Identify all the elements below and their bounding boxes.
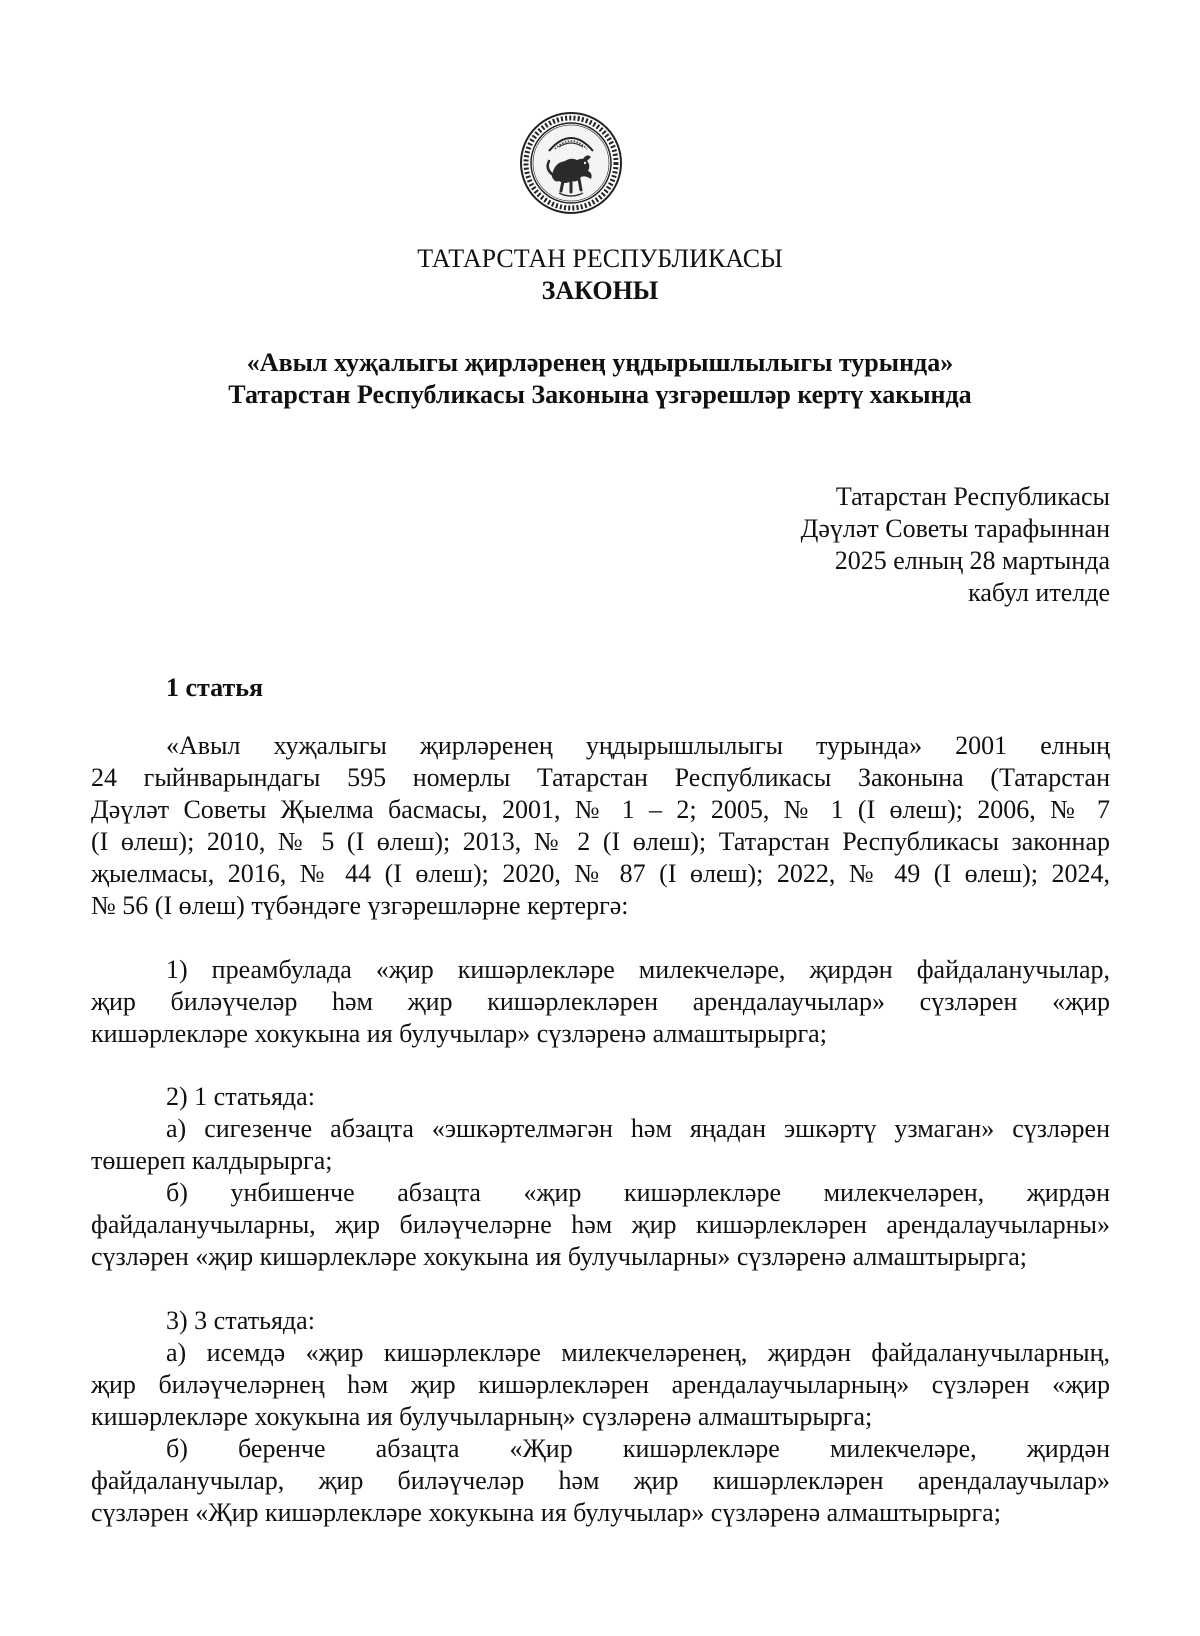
text-line: 24 гыйнварындагы 595 номерлы Татарстан Республикасы Законына (Татарстан [91, 763, 1110, 792]
text-line: а) исемдә «җир кишәрлекләре милекчеләренең, җирдән файдаланучыларның, [166, 1338, 1110, 1367]
paragraph-item-1 [91, 954, 1110, 1050]
doc-type-heading: ЗАКОНЫ [541, 276, 659, 305]
text-line: б) унбишенче абзацта «җир кишәрлекләре милекчеләрен, җирдән [166, 1178, 1110, 1207]
text-line: җыелмасы, 2016, № 44 (I өлеш); 2020, № 87 (I өлеш); 2022, № 49 (I өлеш); 2024, [91, 859, 1110, 888]
paragraph-item-3 [91, 1305, 1110, 1529]
adoption-line: 2025 елның 28 мартында [834, 546, 1110, 575]
text-line: җир биләүчеләр һәм җир кишәрлекләрен арендалаучылар» сүзләрен «җир [91, 987, 1110, 1016]
text-line: кишәрлекләре хокукына ия булучыларның» сүзләренә алмаштырырга; [91, 1402, 873, 1431]
text-line: (I өлеш); 2010, № 5 (I өлеш); 2013, № 2 (I өлеш); Татарстан Республикасы законнар [91, 827, 1110, 856]
text-line: б) беренче абзацта «Җир кишәрлекләре милекчеләре, җирдән [166, 1434, 1110, 1463]
adoption-line: Дәүләт Советы тарафыннан [800, 514, 1110, 543]
adoption-note [801, 481, 1110, 609]
text-line: 3) 3 статьяда: [166, 1306, 315, 1335]
text-line: Дәүләт Советы Җыелма басмасы, 2001, № 1 – 2; 2005, № 1 (I өлеш); 2006, № 7 [91, 795, 1110, 824]
text-line: төшереп калдырырга; [91, 1146, 333, 1175]
article-title: 1 статья [166, 673, 264, 702]
paragraph-item-2 [91, 1081, 1110, 1273]
text-line: файдаланучылар, җир биләүчеләр һәм җир кишәрлекләрен арендалаучылар» [91, 1466, 1110, 1495]
coat-of-arms-emblem-icon [519, 111, 623, 215]
text-line: сүзләрен «җир кишәрлекләре хокукына ия булучыларны» сүзләренә алмаштырырга; [91, 1242, 1027, 1271]
text-line: файдаланучыларны, җир биләүчеләрне һәм җир кишәрлекләрен арендалаучыларны» [91, 1210, 1110, 1239]
text-line: а) сигезенче абзацта «эшкәртелмәгән һәм яңадан эшкәртү узмаган» сүзләрен [166, 1114, 1110, 1143]
law-title-line-2: Татарстан Республикасы Законына үзгәрешләр кертү хакында [228, 380, 972, 409]
text-line: 1) преамбулада «җир кишәрлекләре милекчеләре, җирдән файдаланучылар, [166, 955, 1110, 984]
text-line: «Авыл хуҗалыгы җирләренең уңдырышлылыгы турында» 2001 елның [166, 731, 1110, 760]
text-line: 2) 1 статьяда: [166, 1082, 315, 1111]
text-line: җир биләүчеләрнең һәм җир кишәрлекләрен арендалаучыларның» сүзләрен «җир [91, 1370, 1110, 1399]
adoption-line: кабул ителде [968, 578, 1110, 607]
adoption-line: Татарстан Республикасы [835, 482, 1110, 511]
law-title-line-1: «Авыл хуҗалыгы җирләренең уңдырышлылыгы турында» [246, 348, 954, 377]
text-line: № 56 (I өлеш) түбәндәге үзгәрешләрне кертергә: [91, 891, 629, 920]
text-line: кишәрлекләре хокукына ия булучылар» сүзләренә алмаштырырга; [91, 1019, 827, 1048]
republic-heading: ТАТАРСТАН РЕСПУБЛИКАСЫ [417, 244, 783, 273]
text-line: сүзләрен «Җир кишәрлекләре хокукына ия булучылар» сүзләренә алмаштырырга; [91, 1498, 1001, 1527]
paragraph-intro [91, 730, 1110, 922]
